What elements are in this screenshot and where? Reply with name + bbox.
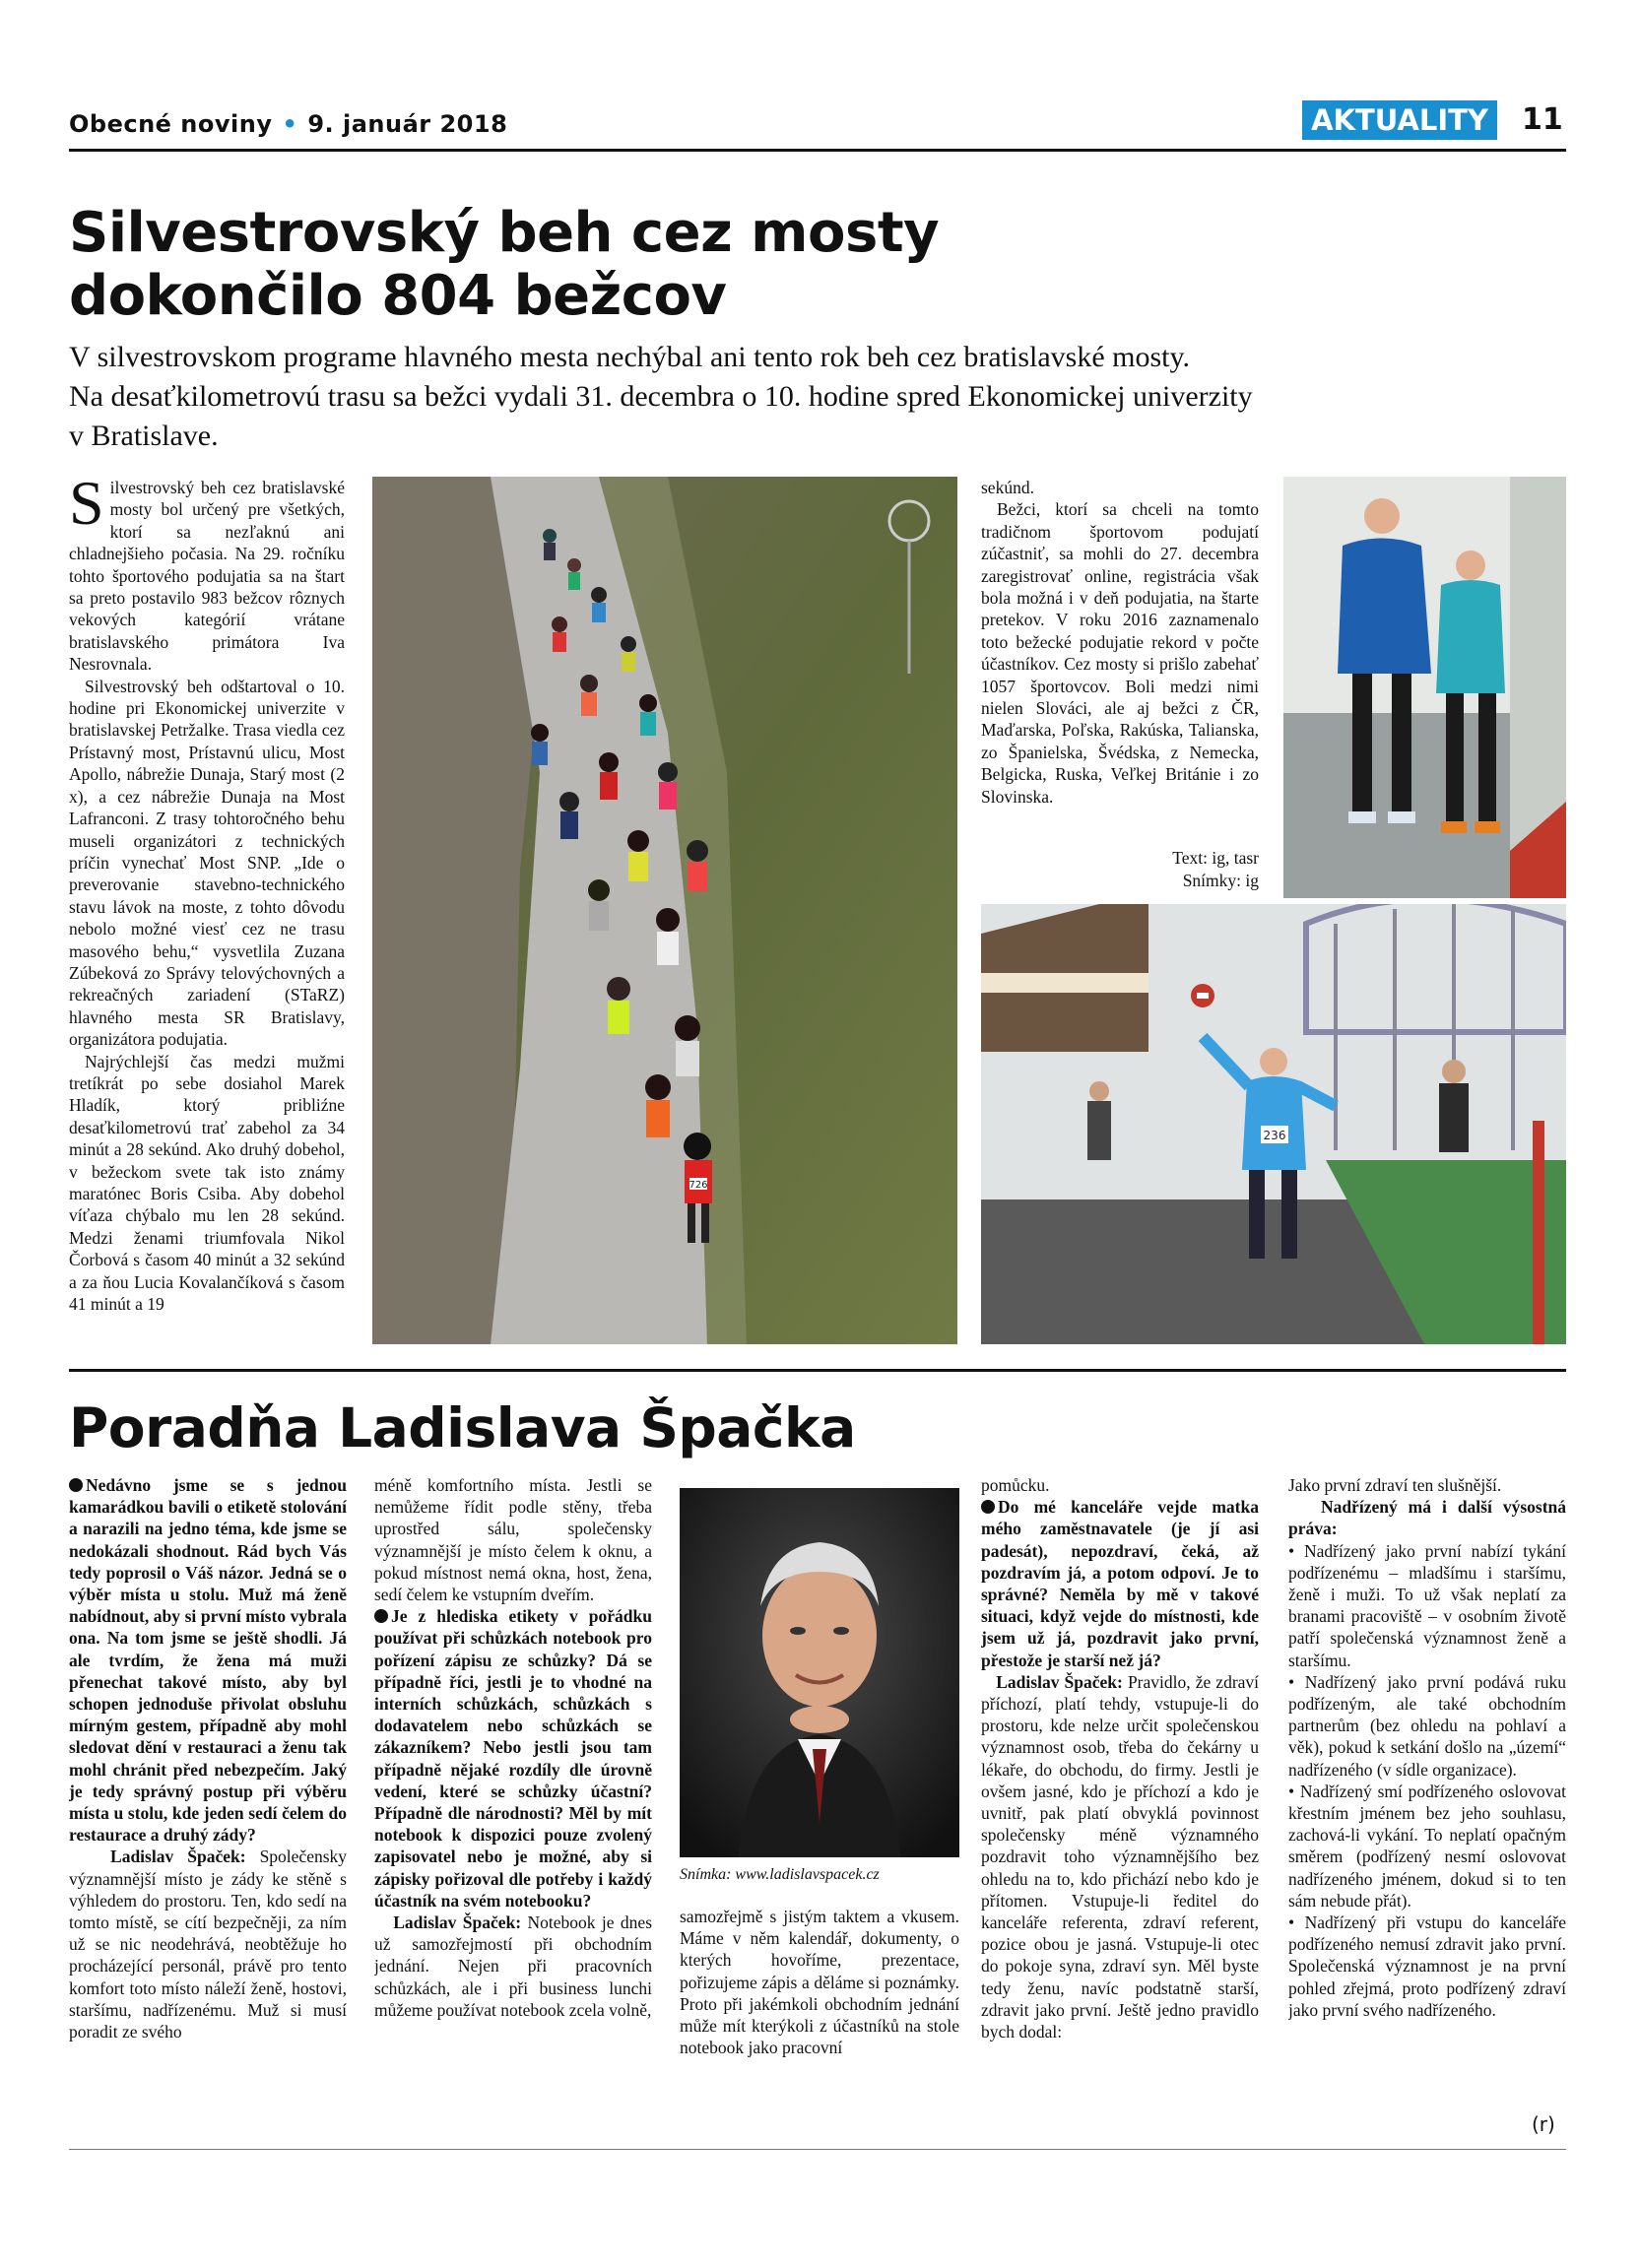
paragraph: Silvestrovský beh odštartoval o 10. hodine pri Ekonomickej univerzite v bratislavskej Petržalke. Trasa viedla cez Prístavný most, Prístavnú ulicu, Most Apollo, nábrežie Dunaja, Starý most (2 x), a cez nábrežie Dunaja na Most Lafranconi. Z trasy tohtoročného behu museli organizátori z technických príčin vynechať Most SNP. „Ide o preverovanie stavebno-technického stavu lávok na moste, z tohto dôvodu nebolo možné viesť cez ne trasu masového behu,“ vysvetlila Zuzana Zúbeková zo Správy telovýchovných a rekreačných zariadení (STaRZ) hlavného mesta SR Bratislavy, organizátora podujatia. bbox=[69, 676, 345, 1050]
photo-credit: Snímky: ig bbox=[1182, 871, 1259, 890]
list-item: • Nadřízený jako první podává ruku podřízeným, ale také obchodním partnerům (bez ohledu na pohlaví a věk), pokud k setkání došlo na „území“ nadřízeného (v sídle organizace). bbox=[1288, 1671, 1566, 1780]
paragraph: Najrýchlejší čas medzi mužmi tretíkrát po sebe dosiahol Marek Hladík, ktorý pribliźne desaťkilometrovú trať zabehol za 34 minút a 28 sekúnd. Ako druhý dobehol, v bežeckom svete tak isto známy maratónec Boris Csiba. Aby dobehol víťaza chýbalo mu len 28 sekúnd. Medzi ženami triumfovala Nikol Čorbová s časom 40 minút a 32 sekúnd a za ňou Lucia Kovalančíková s časom 41 minút a 19 bbox=[69, 1051, 345, 1315]
answer: Společensky významnější místo je zády ke stěně s výhledem do prostoru. Ten, kdo sedí na tomto místě, se cítí bezpečněji, za ním už se nic neodehrává, neobtěžuje ho procházející personál, právě pro tento komfort toto místo náleží ženě, hostovi, staršímu, nadřízenému. Muž si musí poradit ze svého bbox=[69, 1847, 347, 2042]
bullet-icon bbox=[374, 1609, 388, 1623]
text-credit: Text: ig, tasr bbox=[1172, 848, 1259, 868]
bridge-finish-photo bbox=[981, 904, 1566, 1344]
article-lead bbox=[69, 338, 1468, 456]
answer: Notebook je dnes už samozřejmostí při obchodním jednání. Nejen při pracovních schůzkách, ale i při business lunchi můžeme používat notebook zcela volně, bbox=[374, 1912, 652, 2020]
footer-rule bbox=[69, 2149, 1566, 2150]
list-item: • Nadřízený při vstupu do kanceláře podřízeného nemusí zdravit jako první. Společenská významnost je na první pohled zřejmá, proto podřízený zdraví jako první svého nadřízeného. bbox=[1288, 1912, 1566, 2020]
advice-column-2 bbox=[374, 1474, 652, 2139]
paragraph: ilvestrovský beh cez bratislavské mosty bol určený pre všetkých, ktorí sa nezľaknú ani chladnejšieho počasia. Na 29. ročníku tohto športového podujatia sa na štart sa preto postavilo 983 bežcov rôznych vekových kategórií vrátane bratislavského primátora Iva Nesrovnala. bbox=[69, 478, 345, 675]
answer: Pravidlo, že zdraví příchozí, platí tehdy, vstupuje-li do prostoru, kde nelze určit společenskou významnost osob, třeba do čekárny u lékaře, do obchodu, do firmy. Jestli je ovšem jasné, kdo je příchozí a kdo je uvnitř, pak platí obvyklá povinnost společensky méně významného pozdravit toho významnějšího bez ohledu na to, kdo přichází nebo kdo je přítomen. Vstupuje-li ředitel do kanceláře referenta, zdraví referent, pozice obou je jasná. Vstupuje-li otec do pokoje syna, zdraví syn. Měl byste tedy ženu, navíc podstatně starší, zdravit jako první. Ještě jedno pravidlo bych dodal: bbox=[981, 1671, 1259, 2042]
header-rule bbox=[69, 149, 1566, 152]
answer: pomůcku. bbox=[981, 1475, 1050, 1495]
question: Je z hlediska etikety v pořádku používat při schůzkách notebook pro pořízení zápisu ze schůzky? Dá se případně říci, jestli je to vhodné na interních schůzkách, schůzkách s dodavatelem nebo schůzkách se zákazníkem? Nebo jestli jsou tam případně nějaké rozdíly dle úrovně vedení, které se schůzky účastní? Případně dle národnosti? Měl by mít notebook k dispozici pouze zvolený zapisovatel nebo je možné, aby si zápisky pořizoval dle potřeby i každý účastník na svém notebooku? bbox=[374, 1606, 652, 1911]
answer-author: Ladislav Špaček: bbox=[393, 1912, 522, 1933]
race-bib: 236 bbox=[1263, 1129, 1286, 1142]
advice-column-5 bbox=[1288, 1474, 1566, 2105]
article-title bbox=[69, 202, 1054, 328]
list-item: • Nadřízený jako první nabízí tykání podřízenému – mladšímu i staršímu, ženě i muži. To už však neplatí za branami pracoviště – v osobním životě patří společenská významnost ženě a staršímu. bbox=[1288, 1540, 1566, 1670]
lead-line-2: Na desaťkilometrovú trasu sa bežci vydali 31. decembra o 10. hodine spred Ekonomickej univerzity bbox=[69, 380, 1253, 413]
advice-column-title: Poradňa Ladislava Špačka bbox=[69, 1396, 856, 1459]
lead-line-3: v Bratislave. bbox=[69, 420, 219, 452]
portrait-caption: Snímka: www.ladislavspacek.cz bbox=[680, 1866, 880, 1883]
author-signature: (r) bbox=[1532, 2112, 1555, 2136]
title-line-2: dokončilo 804 bežcov bbox=[69, 264, 727, 328]
article-column-1 bbox=[69, 477, 345, 1343]
list-heading: Nadřízený má i další výsostná práva: bbox=[1288, 1497, 1566, 1539]
answer-author: Ladislav Špaček: bbox=[996, 1671, 1123, 1692]
advice-column-1 bbox=[69, 1474, 347, 2139]
paragraph: Bežci, ktorí sa chceli na tomto tradičnom športovom podujatí zúčastniť, sa mohli do 27. decembra zaregistrovať online, registrácia však bola možná i v deň podujatia, na štarte pretekov. V roku 2016 zaznamenalo toto bežecké podujatie rekord v počte účastníkov. Cez mosty si prišlo zabehať 1057 športovcov. Boli medzi nimi nielen Slováci, ale aj bežci z ČR, Maďarska, Poľska, Rakúska, Talianska, zo Španielska, Švédska, z Nemecka, Belgicka, Ruska, Veľkej Británie i zo Slovinska. bbox=[981, 499, 1259, 807]
answer-author: Ladislav Špaček: bbox=[110, 1847, 246, 1867]
bullet-icon bbox=[69, 1478, 83, 1492]
masthead bbox=[69, 110, 507, 138]
paragraph: sekúnd. bbox=[981, 478, 1034, 497]
title-line-1: Silvestrovský beh cez mosty bbox=[69, 201, 940, 265]
issue-date: 9. január 2018 bbox=[307, 110, 508, 138]
question: Do mé kanceláře vejde matka mého zaměstnavatele (je jí asi padesát), nepozdraví, čeká, až pozdravím já, a potom odpoví. Je to správné? Neměla by mě v takové situaci, když vejde do místnosti, kde jsem už já, pozdravit jako první, přestože je starší než já? bbox=[981, 1497, 1259, 1670]
section-rule bbox=[69, 1369, 1566, 1372]
separator-dot: • bbox=[282, 110, 298, 138]
section-label: AKTUALITY bbox=[1302, 100, 1497, 140]
advice-column-3 bbox=[680, 1906, 959, 2142]
paper-name: Obecné noviny bbox=[69, 110, 273, 138]
page-number: 11 bbox=[1522, 102, 1563, 137]
list-item: • Nadřízený smí podřízeného oslovovat křestním jménem bez jeho souhlasu, zachová-li vykání. To neplatí opačným směrem (podřízený nesmí oslovovat nadřízeného jménem, dokud si to ten sám nebude přát). bbox=[1288, 1781, 1566, 1911]
runners-pair-photo bbox=[1283, 477, 1566, 898]
drop-cap: S bbox=[69, 477, 104, 538]
question: Nedávno jsme se s jednou kamarádkou bavili o etiketě stolování a narazili na jedno téma, kde jsme se nedokázali shodnout. Rád bych Vás tedy poprosil o Váš názor. Jedná se o výběr místa u stolu. Muž má ženě nabídnout, aby si první místo vybrala ona. Na tom jsme se ještě shodli. Já ale tvrdím, že žena má muži přenechat takové místo, aby byl schopen jednoduše přivolat obsluhu mírným gestem, případně aby mohl sledovat dění v restauraci a ženu tak mohl chránit před nebezpečím. Jaký je tedy správný postup při výběru místa u stolu, kde jeden sedí čelem do restaurace a druhý zády? bbox=[69, 1475, 347, 1846]
runners-path-photo bbox=[372, 477, 957, 1344]
advice-column-4 bbox=[981, 1474, 1259, 2139]
article-column-3 bbox=[981, 477, 1259, 900]
answer: Jako první zdraví ten slušnější. bbox=[1288, 1475, 1502, 1495]
race-bib: 726 bbox=[689, 1180, 708, 1191]
answer: samozřejmě s jistým taktem a vkusem. Máme v něm kalendář, dokumenty, o kterých hovoříme, prezentace, pořizujeme zápis a děláme si poznámky. Proto při jakémkoli obchodním jednání může mít kterýkoli z účastníků na stole notebook jako pracovní bbox=[680, 1907, 959, 2058]
bullet-icon bbox=[981, 1500, 995, 1514]
article-credits bbox=[981, 847, 1259, 892]
ladislav-spacek-portrait bbox=[680, 1488, 959, 1857]
lead-line-1: V silvestrovskom programe hlavného mesta nechýbal ani tento rok beh cez bratislavské mosty. bbox=[69, 341, 1191, 373]
answer: méně komfortního místa. Jestli se nemůžeme řídit podle stěny, třeba uprostřed sálu, společensky významnější je místo čelem k oknu, a pokud místnost nemá okna, host, žena, sedí čelem ke vstupním dveřím. bbox=[374, 1475, 652, 1605]
